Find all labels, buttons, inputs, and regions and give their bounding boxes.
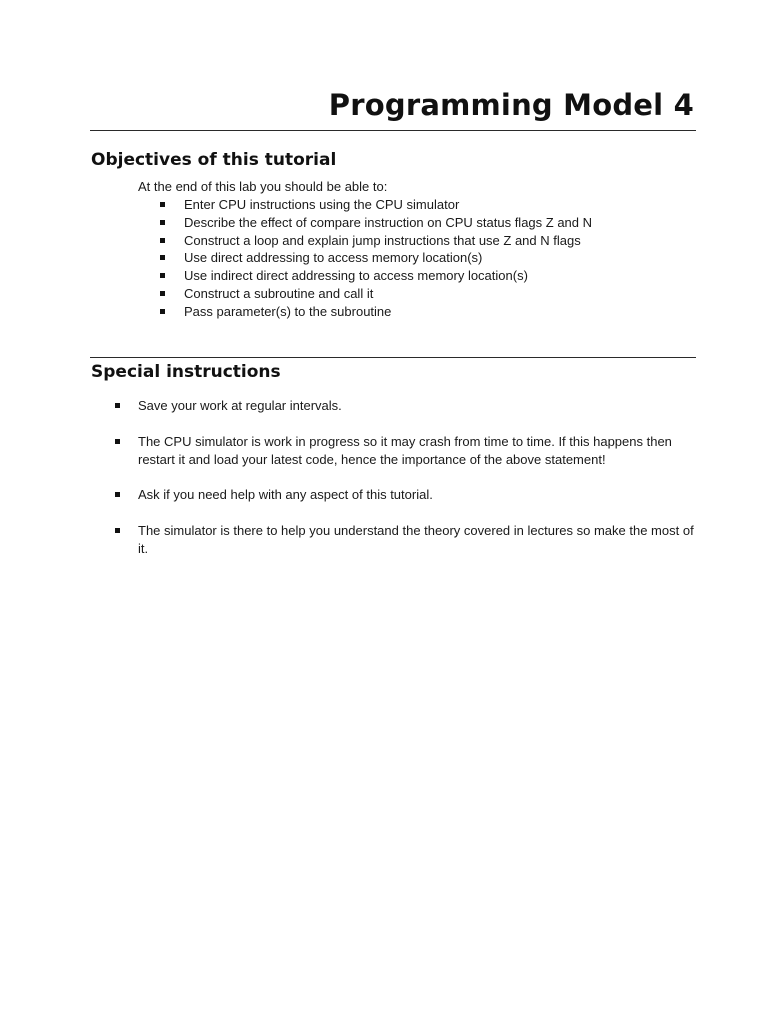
objectives-intro: At the end of this lab you should be able to: (138, 179, 388, 194)
document-title: Programming Model 4 (328, 88, 694, 122)
square-bullet-icon (160, 309, 165, 314)
square-bullet-icon (115, 492, 120, 497)
special-instructions-heading: Special instructions (91, 362, 281, 382)
square-bullet-icon (160, 220, 165, 225)
instruction-item (0, 522, 768, 558)
instruction-text: The simulator is there to help you understand the theory covered in lectures so make the most of it. (138, 523, 694, 556)
instruction-text: Save your work at regular intervals. (138, 398, 342, 413)
square-bullet-icon (115, 439, 120, 444)
objective-text: Enter CPU instructions using the CPU simulator (184, 197, 460, 212)
special-instructions-list (0, 397, 768, 576)
square-bullet-icon (115, 528, 120, 533)
instruction-item (0, 486, 768, 504)
square-bullet-icon (160, 255, 165, 260)
square-bullet-icon (160, 202, 165, 207)
objective-text: Construct a subroutine and call it (184, 285, 374, 301)
instruction-item (0, 433, 768, 469)
objective-text: Describe the effect of compare instruction on CPU status flags Z and N (184, 214, 593, 230)
square-bullet-icon (160, 273, 165, 278)
section-divider (90, 357, 696, 358)
square-bullet-icon (115, 403, 120, 408)
instruction-text: Ask if you need help with any aspect of this tutorial. (138, 487, 433, 503)
objectives-heading: Objectives of this tutorial (91, 150, 337, 170)
instruction-text: The CPU simulator is work in progress so it may crash from time to time. If this happens then restart it and load your latest code, hence the importance of the above statement! (138, 433, 672, 467)
instruction-item (0, 397, 768, 415)
objective-text: Pass parameter(s) to the subroutine (184, 303, 392, 319)
objective-text: Use direct addressing to access memory location(s) (184, 250, 483, 266)
objective-text: Construct a loop and explain jump instructions that use Z and N flags (184, 232, 581, 248)
square-bullet-icon (160, 291, 165, 296)
title-divider (90, 130, 696, 131)
square-bullet-icon (160, 238, 165, 243)
objective-text: Use indirect direct addressing to access memory location(s) (184, 268, 528, 284)
